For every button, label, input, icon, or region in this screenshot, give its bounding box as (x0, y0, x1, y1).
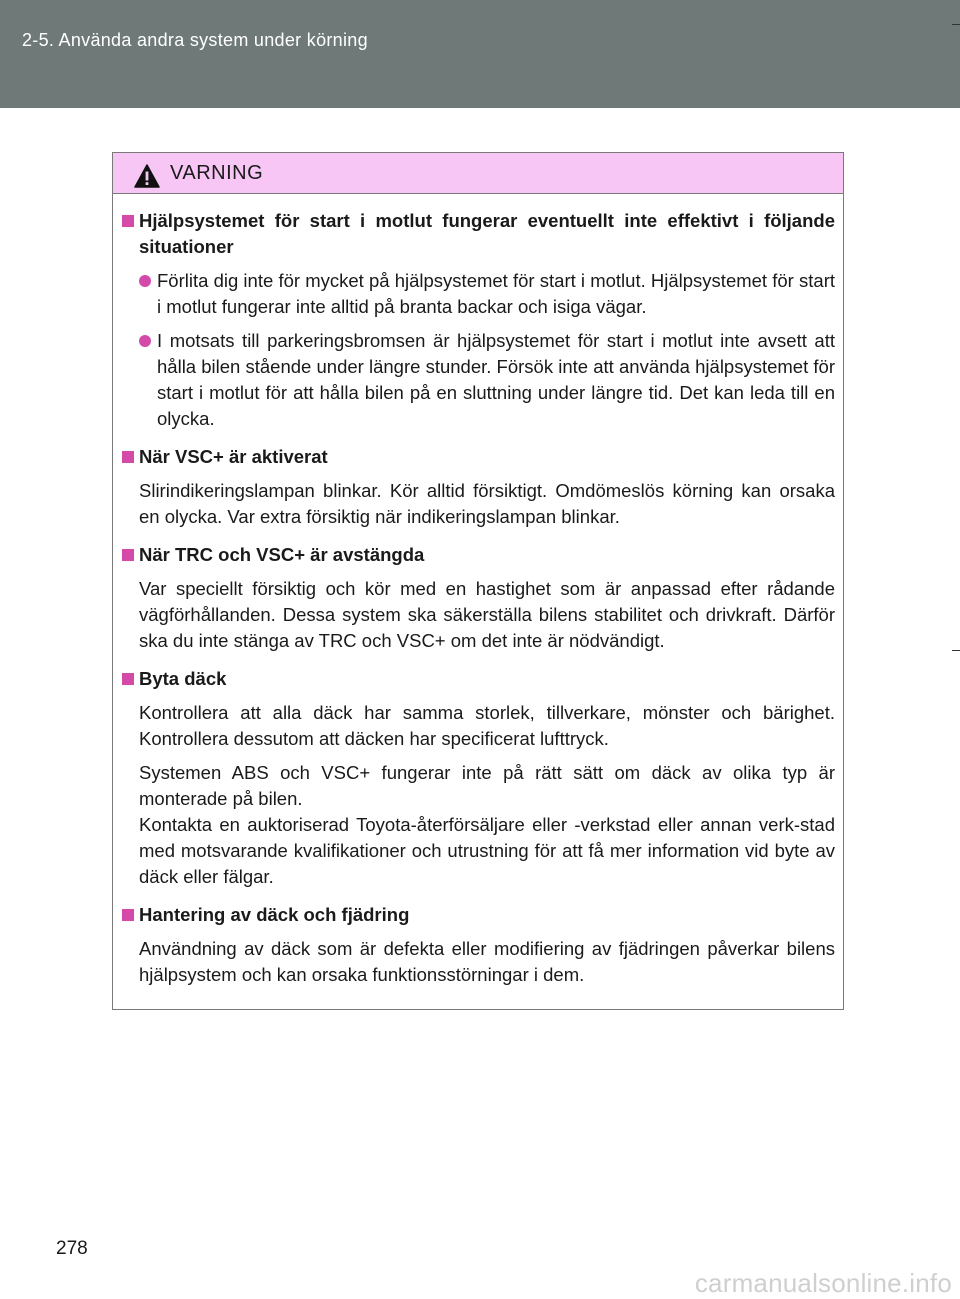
page-number: 278 (56, 1238, 88, 1259)
circle-bullet-icon (139, 275, 151, 287)
square-bullet-icon (122, 549, 134, 561)
square-bullet-icon (122, 673, 134, 685)
section-heading: När VSC+ är aktiverat (122, 444, 835, 470)
paragraph: Var speciellt försiktig och kör med en hastighet som är anpassad efter rådande vägförhållanden. Dessa system ska säkerställa bilens stabilitet och drivkraft. Därför ska du inte stänga av TRC och VSC+ om det inte är nödvändigt. (139, 578, 835, 651)
list-item: I motsats till parkeringsbromsen är hjälpsystemet för start i motlut inte avsett att hålla bilen stående under längre stunder. Försök inte att använda hjälpsystemet för start i motlut för att hålla bilen på en sluttning under längre tid. Det kan leda till en olycka. (139, 328, 835, 432)
paragraph: Kontrollera att alla däck har samma storlek, tillverkare, mönster och bärighet. Kontrollera dessutom att däcken har specificerat lufttryck. (139, 702, 835, 749)
warning-section (122, 208, 835, 432)
warning-box (112, 152, 844, 1010)
paragraph: Kontakta en auktoriserad Toyota-återförsäljare eller -verkstad eller annan verk-stad med motsvarande kvalifikationer och utrustning för att få mer information vid byte av däck eller fälgar. (139, 814, 835, 887)
paragraph: Systemen ABS och VSC+ fungerar inte på rätt sätt om däck av olika typ är monterade på bilen. (139, 762, 835, 809)
paragraph: Användning av däck som är defekta eller modifiering av fjädringen påverkar bilens hjälpsystem och kan orsaka funktionsstörningar i dem. (139, 938, 835, 985)
circle-bullet-icon (139, 335, 151, 347)
page-header (0, 0, 960, 108)
section-heading: Hjälpsystemet för start i motlut fungerar eventuellt inte effektivt i följande situationer (122, 208, 835, 260)
watermark: carmanualsonline.info (694, 1268, 952, 1298)
warning-section (122, 666, 835, 890)
warning-section (122, 902, 835, 988)
crop-mark (952, 650, 960, 651)
warning-header (113, 153, 843, 194)
list-item: Förlita dig inte för mycket på hjälpsystemet för start i motlut. Hjälpsystemet för start i motlut fungerar inte alltid på branta backar och isiga vägar. (139, 268, 835, 320)
warning-section (122, 542, 835, 654)
warning-triangle-icon (134, 164, 160, 188)
section-heading: Hantering av däck och fjädring (122, 902, 835, 928)
section-title: 2-5. Använda andra system under körning (22, 30, 368, 50)
square-bullet-icon (122, 909, 134, 921)
square-bullet-icon (122, 451, 134, 463)
crop-mark (952, 24, 960, 25)
square-bullet-icon (122, 215, 134, 227)
warning-title: VARNING (170, 162, 264, 184)
paragraph: Slirindikeringslampan blinkar. Kör alltid försiktigt. Omdömeslös körning kan orsaka en olycka. Var extra försiktig när indikeringslampan blinkar. (139, 480, 835, 527)
section-heading: När TRC och VSC+ är avstängda (122, 542, 835, 568)
section-heading: Byta däck (122, 666, 835, 692)
warning-section (122, 444, 835, 530)
warning-body (113, 194, 843, 988)
